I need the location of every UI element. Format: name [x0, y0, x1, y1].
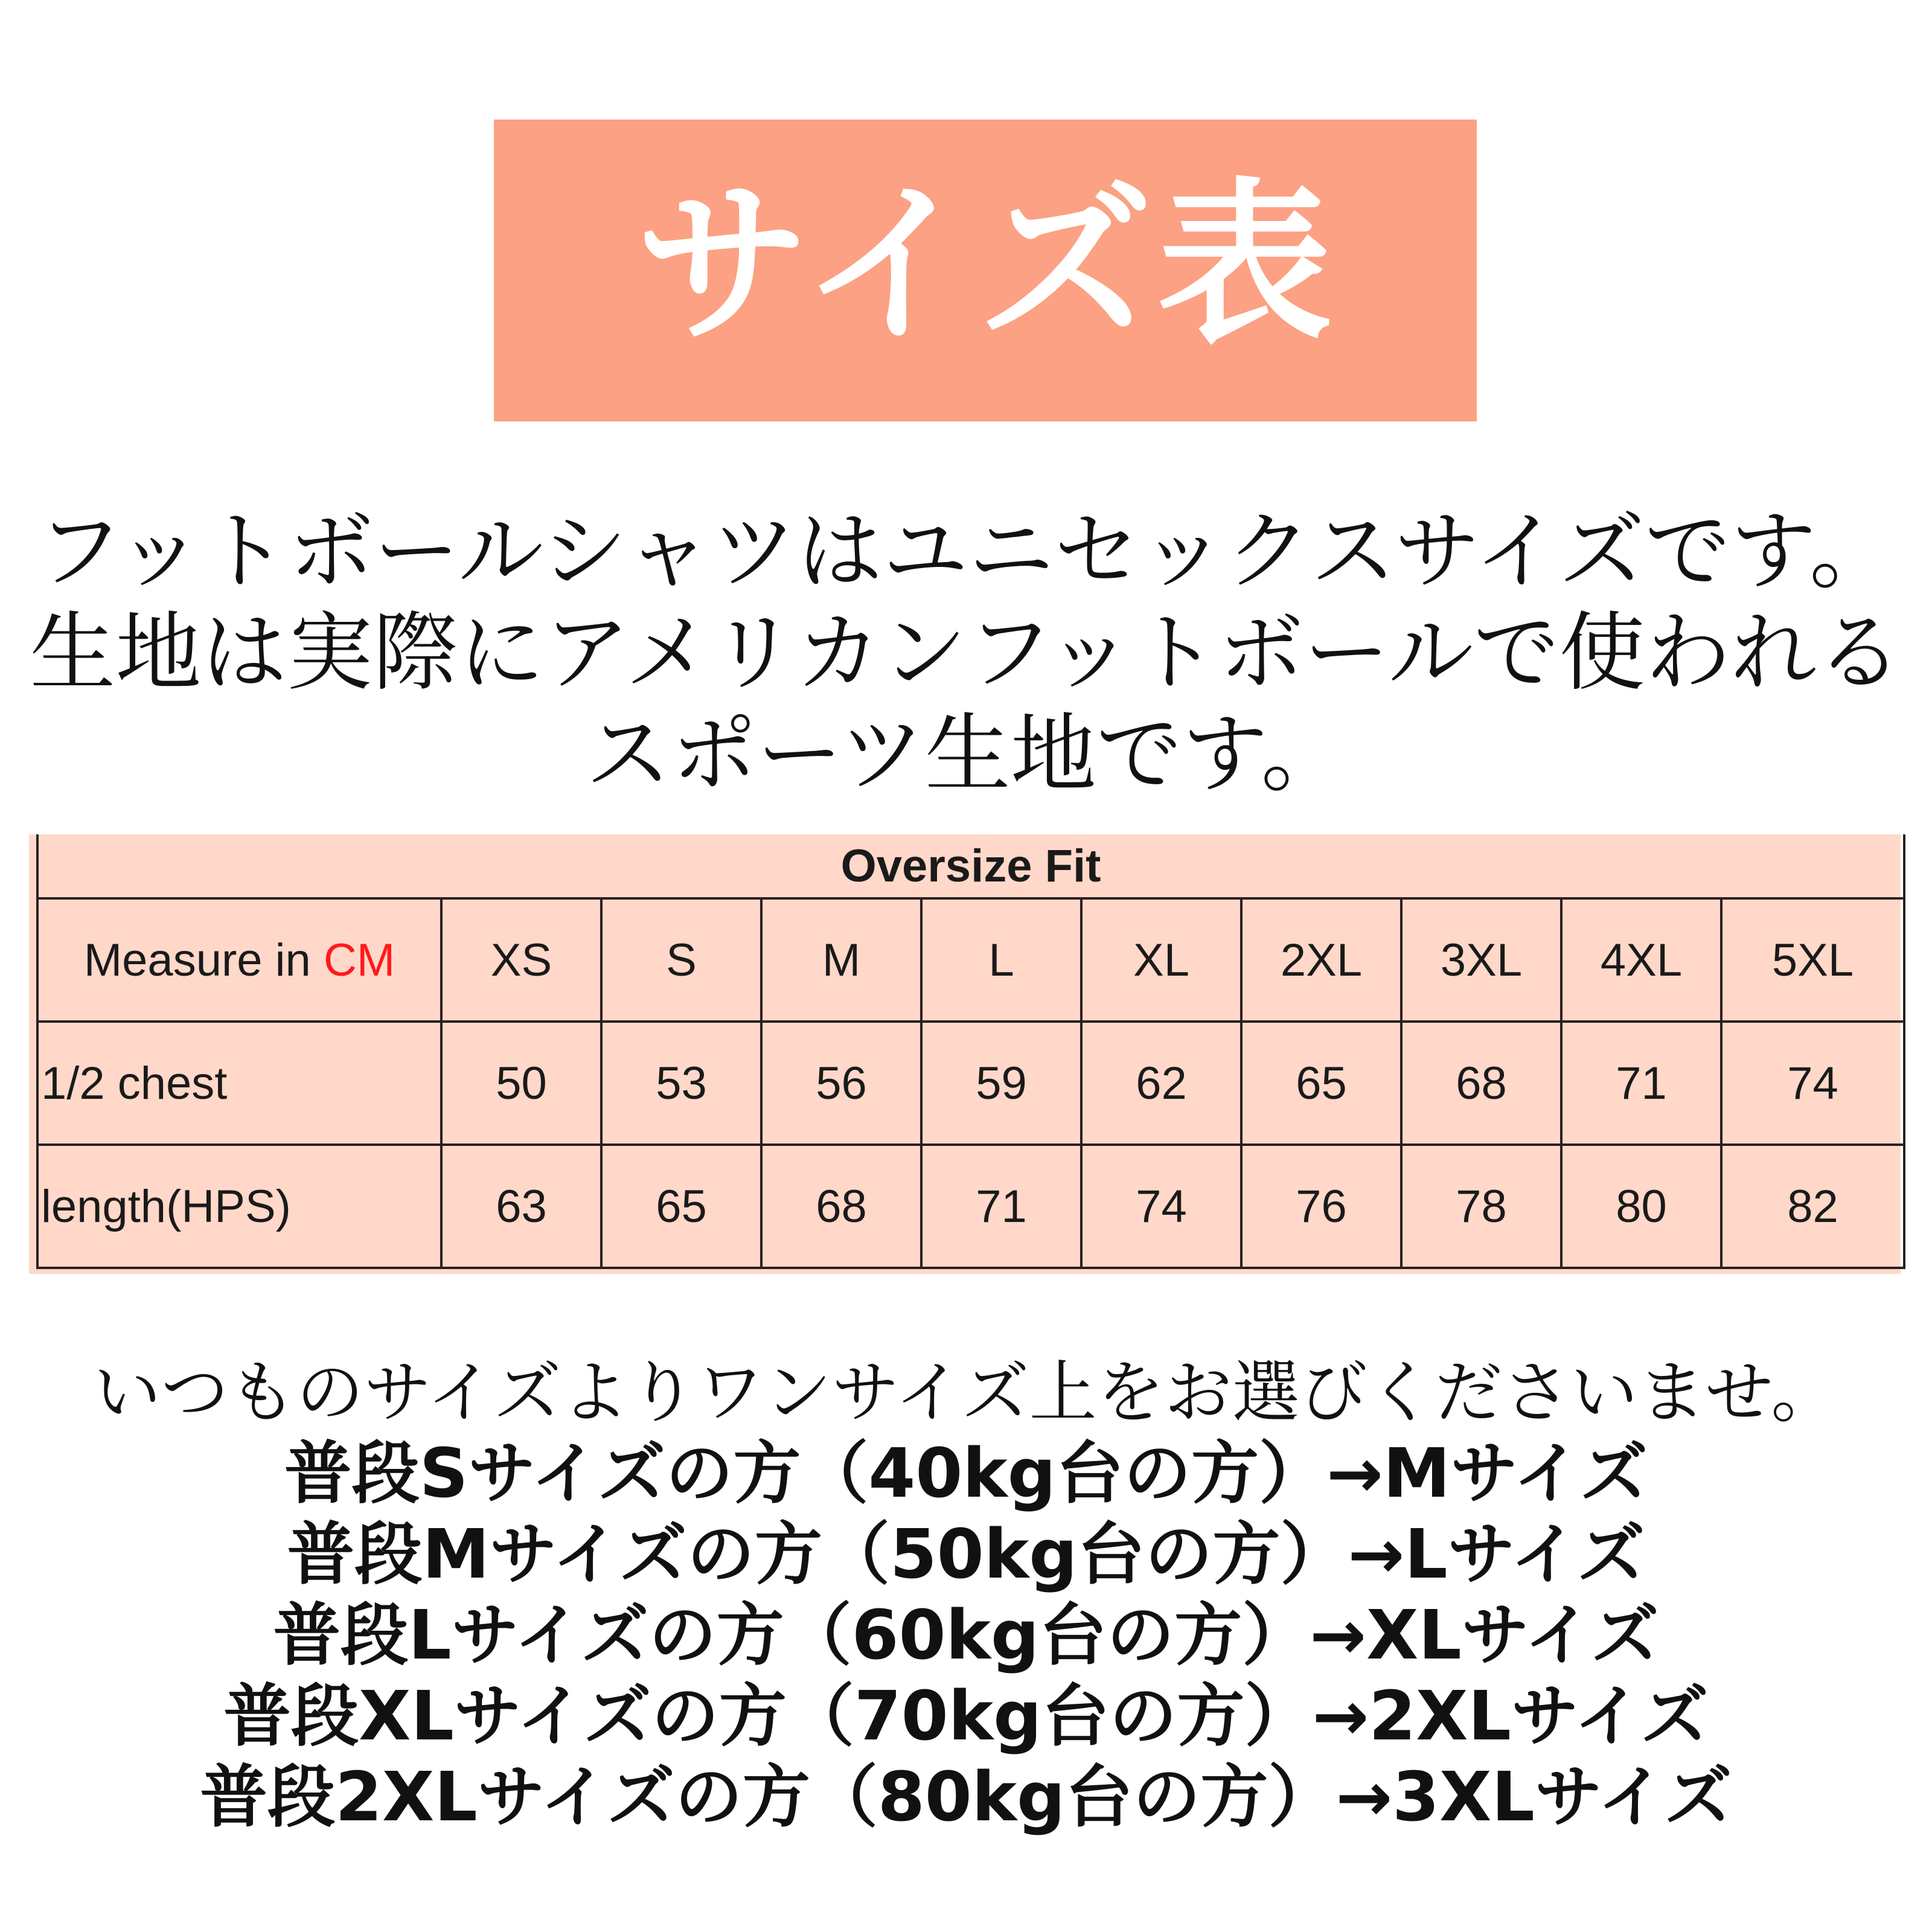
size-header: XL: [1081, 898, 1241, 1022]
measure-label: Measure in: [83, 934, 324, 986]
note-line: 普段Mサイズの方（50kg台の方）→Lサイズ: [287, 1515, 1645, 1594]
note-line: 普段Sサイズの方（40kg台の方）→Mサイズ: [284, 1435, 1648, 1513]
table-cell: 62: [1081, 1022, 1241, 1145]
measure-unit: CM: [323, 934, 395, 986]
table-cell: 78: [1401, 1145, 1561, 1268]
table-header-row: [37, 898, 1904, 1022]
table-cell: 53: [601, 1022, 761, 1145]
intro-line: 生地は実際にアメリカンフットボールで使われる: [30, 603, 1902, 703]
table-cell: 80: [1561, 1145, 1721, 1268]
intro-description: [0, 501, 1932, 805]
size-header: XS: [441, 898, 601, 1022]
table-caption: Oversize Fit: [37, 834, 1904, 898]
size-header: 4XL: [1561, 898, 1721, 1022]
table-cell: 56: [761, 1022, 921, 1145]
size-table-panel: [29, 834, 1901, 1274]
table-caption-row: [37, 834, 1904, 898]
note-line: 普段Lサイズの方（60kg台の方）→XLサイズ: [273, 1596, 1659, 1675]
size-header: 5XL: [1721, 898, 1904, 1022]
note-line: いつものサイズよりワンサイズ上をお選びくださいませ。: [93, 1354, 1839, 1432]
table-row: [37, 1145, 1904, 1268]
table-cell: 71: [1561, 1022, 1721, 1145]
page-title: サイズ表: [635, 164, 1336, 367]
note-line: 普段2XLサイズの方（80kg台の方）→3XLサイズ: [200, 1758, 1732, 1837]
table-cell: 63: [441, 1145, 601, 1268]
intro-line: フットボールシャツはユニセックスサイズです。: [37, 502, 1895, 601]
table-cell: 74: [1081, 1145, 1241, 1268]
intro-line: スポーツ生地です。: [585, 705, 1347, 804]
size-recommendation-notes: [0, 1352, 1932, 1838]
table-cell: 65: [1241, 1022, 1401, 1145]
row-label: 1/2 chest: [37, 1022, 441, 1145]
note-line: 普段XLサイズの方（70kg台の方）→2XLサイズ: [223, 1677, 1709, 1756]
size-table: [36, 834, 1905, 1269]
size-header: L: [921, 898, 1081, 1022]
table-cell: 68: [1401, 1022, 1561, 1145]
title-banner: [494, 120, 1477, 421]
table-cell: 76: [1241, 1145, 1401, 1268]
table-cell: 50: [441, 1022, 601, 1145]
size-header: M: [761, 898, 921, 1022]
table-cell: 65: [601, 1145, 761, 1268]
table-cell: 71: [921, 1145, 1081, 1268]
measure-header: [37, 898, 441, 1022]
size-header: 3XL: [1401, 898, 1561, 1022]
table-cell: 74: [1721, 1022, 1904, 1145]
table-cell: 82: [1721, 1145, 1904, 1268]
table-cell: 68: [761, 1145, 921, 1268]
table-cell: 59: [921, 1022, 1081, 1145]
size-header: S: [601, 898, 761, 1022]
size-header: 2XL: [1241, 898, 1401, 1022]
table-row: [37, 1022, 1904, 1145]
row-label: length(HPS): [37, 1145, 441, 1268]
